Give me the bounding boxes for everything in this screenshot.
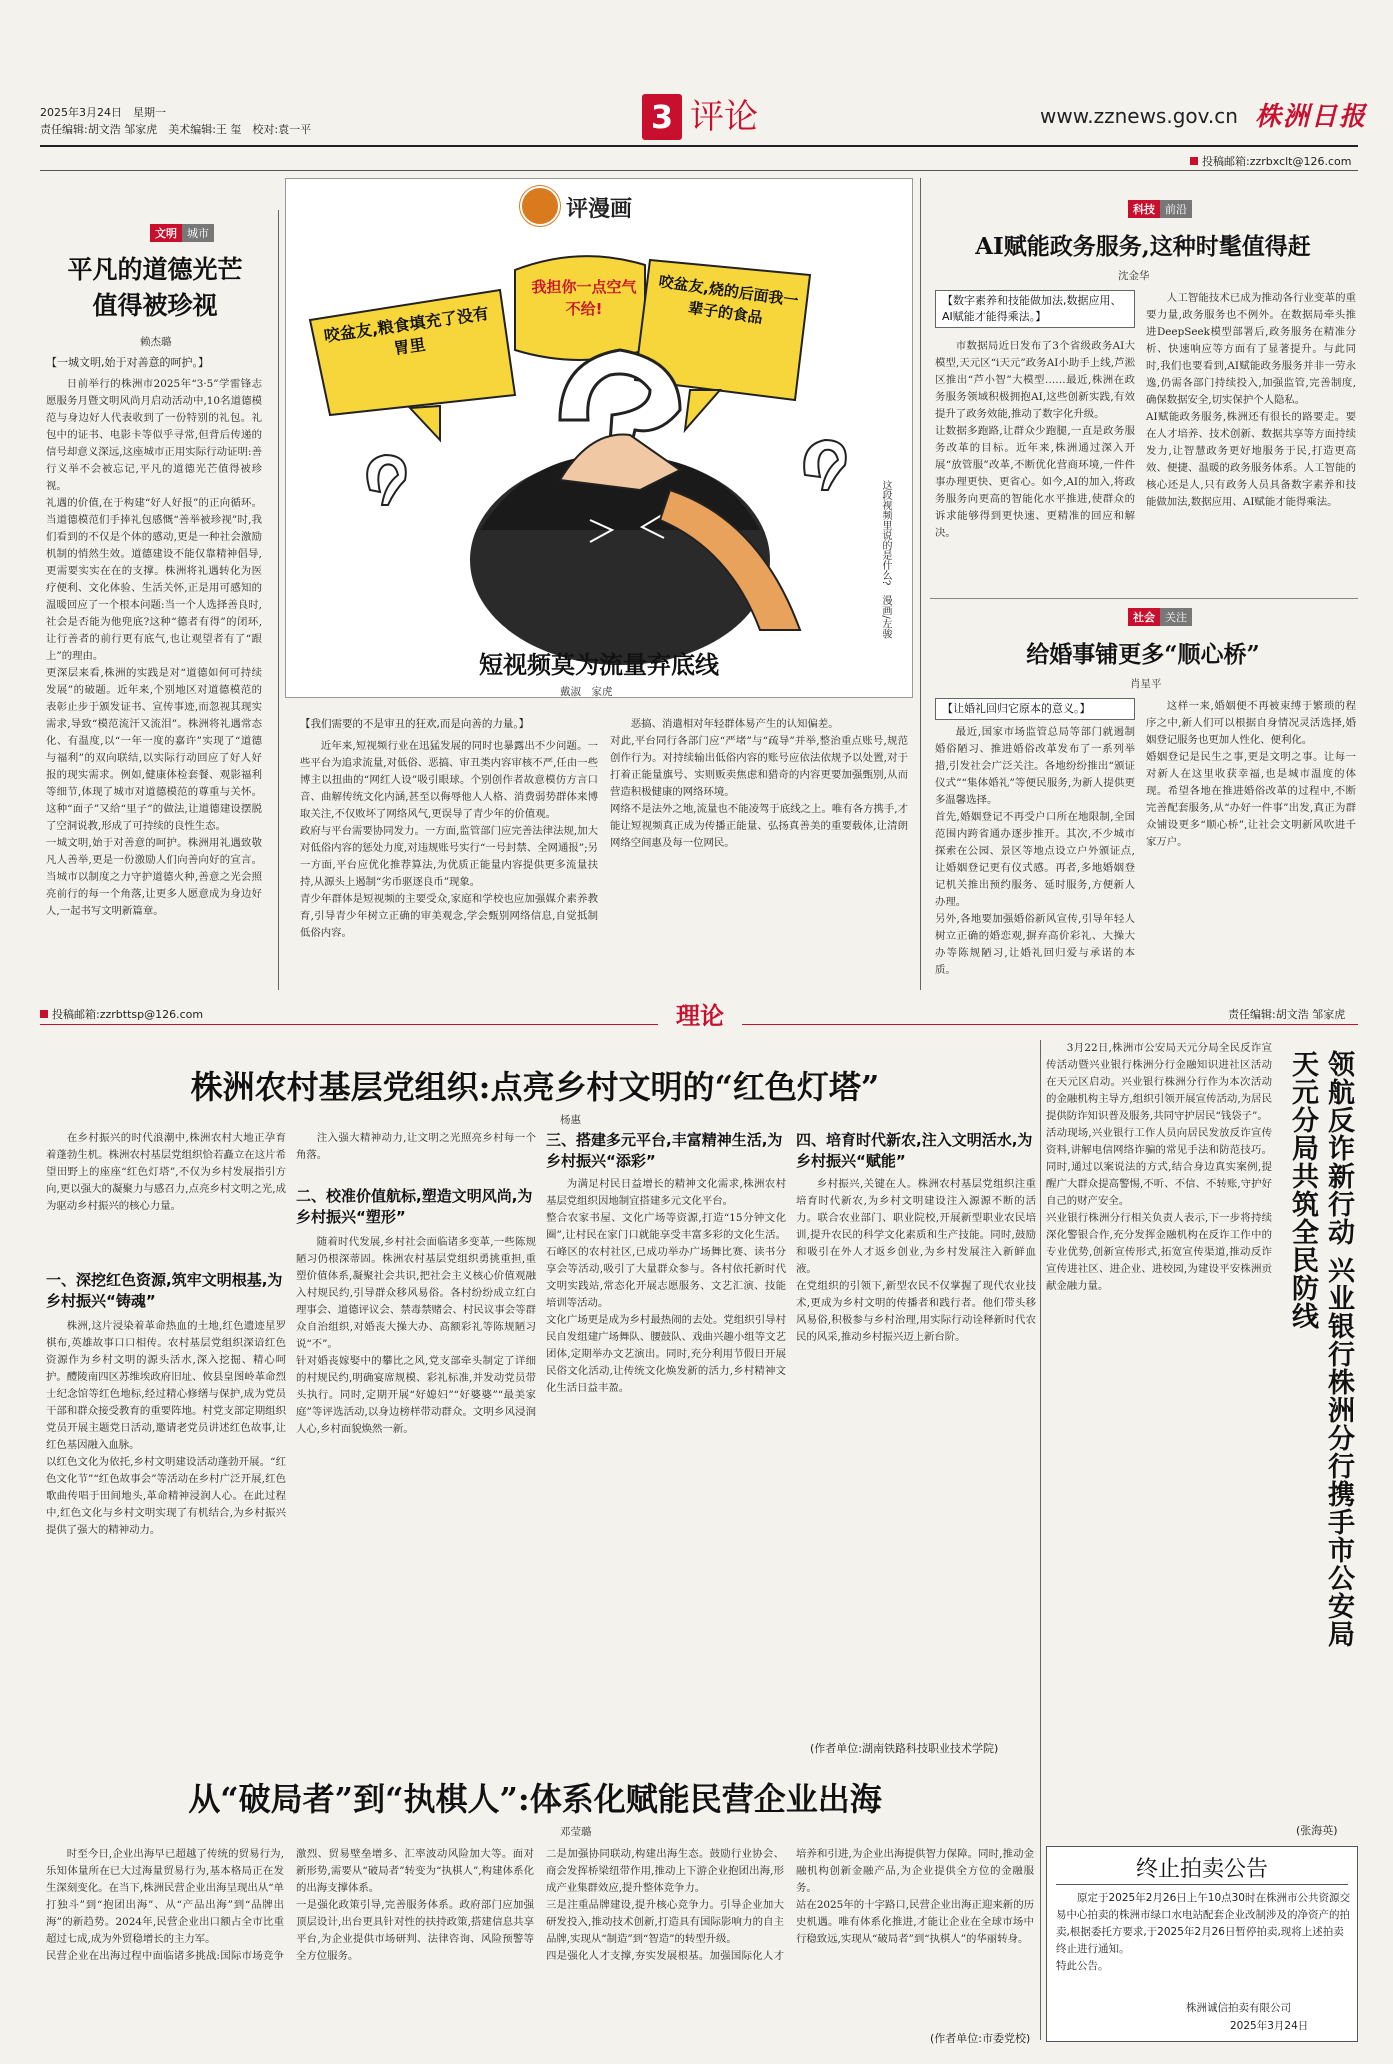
article4-author: 杨惠: [560, 1114, 581, 1126]
col-divider-1: [278, 210, 279, 990]
article4-section-1-tail: 注入强大精神动力,让文明之光照亮乡村每一个角落。: [296, 1132, 536, 1161]
cartoon-title: 短视频莫为流量弃底线: [479, 650, 719, 679]
article1-title: 平凡的道德光芒 值得被珍视: [67, 255, 243, 320]
article1-body: 日前举行的株洲市2025年“3·5”学雷锋志愿服务月暨文明风尚月启动活动中,10名道德模范与身边好人代表收到了一份特别的礼包。礼包中的证书、电影卡等似乎寻常,但背后传递的信号却意义深远,这座城市正用实际行动证明:善行义举不会被忘记,平凡的道德光芒值得被珍视。 礼遇的价值,在于构建“好人好报”的正向循环。当道德模范们手捧礼包感慨“善举被珍视”时,我们看到的不仅是个体的感动,更是一种社会激励机制的悄然生效。道德建设不能仅靠精神倡导,更需要实实在在的支撑。株洲将礼遇转化为医疗便利、文化体验、生活关怀,正是用可感知的温暖回应了一个根本问题:当一个人选择善良时,社会是否能为他兜底?这种“德者有得”的闭环,让行善者的前行更有底气,也让观望者有了“跟上”的理由。 更深层来看,株洲的实践是对“道德如何可持续发展”的破题。近年来,个别地区对道德模范的表彰止步于颁发证书、宣传事迹,而忽视其现实需求,导致“模范流汗又流泪”。株洲将礼遇常态化、有温度,以“一年一度的嘉许”实现了“道德与福利”的双向联结,以实际行动回应了好人好报的现实需求。例如,健康体检套餐、观影福利等细节,体现了城市对道德模范的尊重与关怀。这种“面子”又给“里子”的做法,让道德建设摆脱了空洞说教,形成了可持续的良性生态。 一城文明,始于对善意的呵护。株洲用礼遇致敬凡人善举,更是一份激励人们向善向好的宣言。当城市以制度之力守护道德火种,善意之光会照亮前行的每一个角落,让更多人愿意成为身边好人,一起书写文明新篇章。: [46, 378, 262, 917]
article5-affiliation: (作者单位:市委党校): [930, 2032, 1031, 2045]
article6-title: 领航反诈新行动 兴业银行株洲分行携手市公安局天元分局共筑全民防线: [1287, 1050, 1354, 1649]
cartoon-bubble-2: 我担你一点空气不给!: [531, 278, 637, 318]
article6-body-wrap: [1046, 1040, 1272, 1820]
article2-author: 沈金华: [1118, 270, 1150, 282]
article1-author: 赖杰璐: [140, 336, 172, 348]
article3-summary: 【让婚礼回归它原本的意义。】: [935, 698, 1135, 720]
site-url[interactable]: www.zznews.gov.cn: [1040, 104, 1238, 128]
masthead-rule: [40, 145, 1358, 147]
theory-rule-right: [742, 1024, 1358, 1025]
page-number: 3: [650, 98, 674, 136]
theory-label: 理论: [676, 1002, 724, 1030]
article2-tag: 科技 前沿: [1128, 200, 1192, 218]
article2-title: AI赋能政务服务,这种时髦值得赶: [975, 233, 1311, 260]
article1-summary: 【一城文明,始于对善意的呵护。】: [46, 356, 209, 369]
article4-heading-2: 二、校准价值航标,塑造文明风尚,为乡村振兴“塑形”: [296, 1187, 533, 1226]
article6-body: 3月22日,株洲市公安局天元分局全民反诈宣传活动暨兴业银行株洲分行金融知识进社区活动在天元区启动。兴业银行株洲分行作为本次活动的金融机构主导方,组织引领开展宣传活动,为居民提供防诈知识普及服务,共同守护居民“钱袋子”。 活动现场,兴业银行工作人员向居民发放反诈宣传资料,讲解电信网络诈骗的常见手法和防范技巧。同时,通过以案说法的方式,结合身边真实案例,提醒广大群众提高警惕,不听、不信、不转账,守护好自己的财产安全。 兴业银行株洲分行相关负责人表示,下一步将持续深化警银合作,充分发挥金融机构在反诈工作中的专业优势,创新宣传形式,拓宽宣传渠道,推动反诈宣传进社区、进企业、进校园,为建设平安株洲贡献金融力量。: [1046, 1042, 1272, 1292]
top-thin-rule: [40, 170, 1358, 171]
article5-body-wrap: [46, 1846, 1034, 2026]
col-divider-2: [920, 178, 921, 990]
cartoon-column-seal: [520, 186, 560, 226]
article5-title: 从“破局者”到“执棋人”:体系化赋能民营企业出海: [188, 1780, 882, 1818]
theory-rule-left: [40, 1024, 658, 1025]
cartoon-author: 戴淑 家虎: [560, 686, 613, 698]
article5-author: 邓莹璐: [560, 1826, 592, 1838]
page-number-badge: [642, 94, 682, 140]
article4-section-3: 为满足村民日益增长的精神文化需求,株洲农村基层党组织因地制宜搭建多元文化平台。 整合农家书屋、文化广场等资源,打造“15分钟文化圈”,让村民在家门口就能享受丰富多彩的文化生活。石峰区的农村社区,已成功举办广场舞比赛、读书分享会等活动,吸引了大量群众参与。各村依托新时代文明实践站,常态化开展志愿服务、文艺汇演、技能培训等活动。 文化广场更是成为乡村最热闹的去处。党组织引导村民自发组建广场舞队、腰鼓队、戏曲兴趣小组等文艺团体,定期举办文艺演出。同时,充分利用节假日开展民俗文化活动,让传统文化焕发新的活力,乡村精神文化生活日益丰盈。: [546, 1178, 786, 1394]
notice-signer: 株洲诚信拍卖有限公司: [1186, 2002, 1291, 2014]
article4-section-2: 随着时代发展,乡村社会面临诸多变革,一些陈规陋习仍根深蒂固。株洲农村基层党组织勇挑重担,重塑价值体系,凝聚社会共识,把社会主义核心价值观融入村规民约,引导群众移风易俗。各村纷纷成立红白理事会、道德评议会、禁毒禁赌会、村民议事会等群众自治组织,对婚丧大操大办、高额彩礼等陈规陋习说“不”。 针对婚丧嫁娶中的攀比之风,党支部牵头制定了详细的村规民约,明确宴席规模、彩礼标准,并发动党员带头执行。同时,定期开展“好媳妇”“好婆婆”“最美家庭”等评选活动,以身边榜样带动群众。文明乡风浸润人心,乡村面貌焕然一新。: [296, 1236, 536, 1435]
article4-title: 株洲农村基层党组织:点亮乡村文明的“红色灯塔”: [190, 1068, 880, 1106]
cartoon-bubble-3: 咬盆友,烧的后面我一辈子的食品: [657, 272, 800, 328]
col-divider-3: [1040, 1040, 1041, 2040]
article4-heading-4: 四、培育时代新农,注入文明活水,为乡村振兴“赋能”: [796, 1131, 1033, 1170]
article3-body-left: 最近,国家市场监管总局等部门就遏制婚俗陋习、推进婚俗改革发布了一系列举措,引发社会广泛关注。各地纷纷推出“颁证仪式”“集体婚礼”等便民服务,为新人提供更多温馨选择。 首先,婚姻登记不再受户口所在地限制,全国范围内跨省通办逐步推开。其次,不少城市探索在公园、景区等地点设立户外颁证点,让婚姻登记更有仪式感。再者,多地婚姻登记机关推出预约服务、延时服务,方便新人办理。 另外,各地要加强婚俗新风宣传,引导年轻人树立正确的婚恋观,摒弃高价彩礼、大操大办等陈规陋习,让婚礼回归爱与承诺的本质。: [935, 726, 1135, 976]
article4-section-1-cont: [296, 1130, 536, 1190]
article1-tag: 文明 城市: [150, 224, 214, 242]
article2-summary: 【数字素养和技能做加法,数据应用、AI赋能才能得乘法。】: [935, 290, 1135, 328]
theory-editors: 责任编辑:胡文浩 邹家虎: [1228, 1008, 1346, 1021]
notice-body: 原定于2025年2月26日上午10点30时在株洲市公共资源交易中心拍卖的株洲市绿口水电站配套企业改制涉及的净资产的拍卖,根据委托方要求,于2025年2月26日暂停拍卖,现将上述拍卖终止进行通知。 特此公告。: [1056, 1892, 1350, 1972]
cartoon-column-label: 评漫画: [566, 196, 633, 222]
article5-body: 时至今日,企业出海早已超越了传统的贸易行为,乐知体量所在已大过海量贸易行为,基本格局正在发生深刻变化。在当下,株洲民营企业出海呈现出从“单打独斗”到“抱团出海”、从“产品出海”到“品牌出海”的新趋势。2024年,民营企业出口额占全市比重超过七成,成为外贸稳增长的主力军。 民营企业在出海过程中面临诸多挑战:国际市场竞争激烈、贸易壁垒增多、汇率波动风险加大等。面对新形势,需要从“破局者”转变为“执棋人”,构建体系化的出海支撑体系。 一是强化政策引导,完善服务体系。政府部门应加强顶层设计,出台更具针对性的扶持政策,搭建信息共享平台,为企业提供市场研判、法律咨询、风险预警等全方位服务。 二是加强协同联动,构建出海生态。鼓励行业协会、商会发挥桥梁纽带作用,推动上下游企业抱团出海,形成产业集群效应,提升整体竞争力。 三是注重品牌建设,提升核心竞争力。引导企业加大研发投入,推动技术创新,打造具有国际影响力的自主品牌,实现从“制造”到“智造”的转型升级。 四是强化人才支撑,夯实发展根基。加强国际化人才培养和引进,为企业出海提供智力保障。同时,推动金融机构创新金融产品,为企业提供全方位的金融服务。 站在2025年的十字路口,民营企业出海正迎来新的历史机遇。唯有体系化推进,才能让企业在全球市场中行稳致远,实现从“破局者”到“执棋人”的华丽转身。: [46, 1848, 1034, 1962]
notice-title-rule: [1056, 1884, 1348, 1885]
article4-section-1: 株洲,这片浸染着革命热血的土地,红色遗迹星罗棋布,英雄故事口口相传。农村基层党组织深谙红色资源作为乡村文明的源头活水,深入挖掘、精心呵护。醴陵南四区苏维埃政府旧址、攸县皇图岭革命烈士纪念馆等红色地标,经过精心修缮与保护,成为党员干部和群众接受教育的重要阵地。村党支部定期组织党员开展主题党日活动,邀请老党员讲述红色故事,让红色基因融入血脉。 以红色文化为依托,乡村文明建设活动蓬勃开展。“红色文化节”“红色故事会”等活动在乡村广泛开展,红色歌曲传唱于田间地头,革命精神浸润人心。在此过程中,红色文化与乡村文明实现了有机结合,为乡村振兴提供了强大的精神动力。: [46, 1320, 286, 1536]
article2-body-left: 市数据局近日发布了3个省级政务AI大模型,天元区“i天元”政务AI小助手上线,芦淞区推出“芦小智”大模型……最近,株洲在政务服务领域积极拥抱AI,这些创新实践,有效提升了政务效能,推动了数字化升级。 让数据多跑路,让群众少跑腿,一直是政务服务改革的目标。近年来,株洲通过深入开展“放管服”改革,不断优化营商环境,一件件事办理更快、更省心。如今,AI的加入,将政务服务向更高的智能化水平推进,使群众的诉求能够得到更快速、更精准的回应和解决。: [935, 340, 1135, 539]
article2-bottom-rule: [930, 598, 1358, 599]
email-marker: [1190, 157, 1198, 165]
article4-heading-3: 三、搭建多元平台,丰富精神生活,为乡村振兴“添彩”: [546, 1131, 783, 1170]
article4-heading-1: 一、深挖红色资源,筑牢文明根基,为乡村振兴“铸魂”: [46, 1271, 283, 1310]
theory-email-marker: [40, 1010, 48, 1018]
article4-intro: 在乡村振兴的时代浪潮中,株洲农村大地正孕育着蓬勃生机。株洲农村基层党组织恰若矗立在这片希望田野上的座座“红色灯塔”,不仅为乡村发展指引方向,更以强大的凝聚力与感召力,点亮乡村文明之光,成为驱动乡村振兴的核心力量。: [46, 1132, 286, 1212]
article3-title: 给婚事铺更多“顺心桥”: [1026, 641, 1260, 668]
cartoon-body-left: 近年来,短视频行业在迅猛发展的同时也暴露出不少问题。一些平台为追求流量,对低俗、恶搞、审丑类内容审核不严,任由一些博主以扭曲的“网红人设”吸引眼球。个别创作者故意模仿方言口音、曲解传统文化内涵,甚至以侮辱他人人格、消费弱势群体来博取关注,不仅败坏了网络风气,更误导了青少年的价值观。 政府与平台需要协同发力。一方面,监管部门应完善法律法规,加大对低俗内容的惩处力度,对违规账号实行“一号封禁、全网通报”;另一方面,平台应优化推荐算法,为优质正能量内容提供更多流量扶持,从源头上遏制“劣币驱逐良币”现象。 青少年群体是短视频的主要受众,家庭和学校也应加强媒介素养教育,引导青少年树立正确的审美观念,学会甄别网络信息,自觉抵制低俗内容。: [300, 740, 598, 939]
notice-date: 2025年3月24日: [1230, 2020, 1309, 2032]
notice-title: 终止拍卖公告: [1135, 1857, 1268, 1882]
article2-body-right: 人工智能技术已成为推动各行业变革的重要力量,政务服务也不例外。在数据局牵头推进DeepSeek模型部署后,政务服务在精准分析、快速响应等方面有了显著提升。与此同时,我们也要看到,AI赋能政务服务并非一劳永逸,仍需各部门持续投入,加强监管,完善制度,确保数据安全,切实保护个人隐私。 AI赋能政务服务,株洲还有很长的路要走。要在人才培养、技术创新、数据共享等方面持续发力,让智慧政务更好地服务于民,打造更高效、便捷、温暖的政务服务体系。人工智能的核心还是人,只有政务人员具备数字素养和技能做加法,数据应用、AI赋能才能得乘法。: [1146, 292, 1356, 508]
cartoon-side-note: 这段视频里说的是什么? 漫画/左骏: [880, 480, 891, 639]
article3-body-right: 这样一来,婚姻便不再被束缚于繁琐的程序之中,新人们可以根据自身情况灵活选择,婚姻登记服务也更加人性化、便利化。 婚姻登记是民生之事,更是文明之事。让每一对新人在这里收获幸福,也是城市温度的体现。希望各地在推进婚俗改革的过程中,不断完善配套服务,从“办好一件事”出发,真正为群众铺设更多“顺心桥”,让社会文明新风吹进千家万户。: [1146, 700, 1356, 848]
article4-section-4: 乡村振兴,关键在人。株洲农村基层党组织注重培育时代新农,为乡村文明建设注入源源不断的活力。联合农业部门、职业院校,开展新型职业农民培训,提升农民的科学文化素质和生产技能。同时,鼓励和吸引在外人才返乡创业,为乡村发展注入新鲜血液。 在党组织的引领下,新型农民不仅掌握了现代农业技术,更成为乡村文明的传播者和践行者。他们带头移风易俗,积极参与乡村治理,用实际行动诠释新时代农民的风采,推动乡村振兴迈上新台阶。: [796, 1178, 1036, 1343]
issue-date: 2025年3月24日 星期一: [40, 106, 166, 119]
submission-email: 投稿邮箱:zzrbxclt@126.com: [1202, 155, 1352, 168]
theory-email: 投稿邮箱:zzrbttsp@126.com: [52, 1008, 204, 1021]
article4-affiliation: (作者单位:湖南铁路科技职业技术学院): [810, 1742, 999, 1755]
article3-tag: 社会 关注: [1128, 608, 1192, 626]
paper-logo: 株洲日报: [1255, 102, 1368, 132]
cartoon-bubble-1: 咬盆友,粮食填充了没有胃里: [322, 303, 490, 359]
cartoon-summary: 【我们需要的不是审丑的狂欢,而是向善的力量。】: [300, 718, 530, 730]
article6-signature: (张海英): [1296, 1824, 1338, 1837]
cartoon-body-mid: 恶搞、消遣相对年轻群体易产生的认知偏差。 对此,平台同行各部门应“严堵”与“疏导”并举,整治重点账号,规范创作行为。对持续输出低俗内容的账号应依法依规予以处置,对于打着正能量旗号、实则贩卖焦虑和猎奇的内容更要加强甄别,从而营造积极健康的网络环境。 网络不是法外之地,流量也不能凌驾于底线之上。唯有各方携手,才能让短视频真正成为传播正能量、弘扬真善美的重要载体,让清朗网络空间惠及每一位网民。: [610, 718, 908, 849]
page-title: 评论: [690, 97, 758, 137]
article3-author: 肖星平: [1130, 678, 1162, 690]
page-editors: 责任编辑:胡文浩 邹家虎 美术编辑:王 玺 校对:袁一平: [40, 123, 312, 136]
